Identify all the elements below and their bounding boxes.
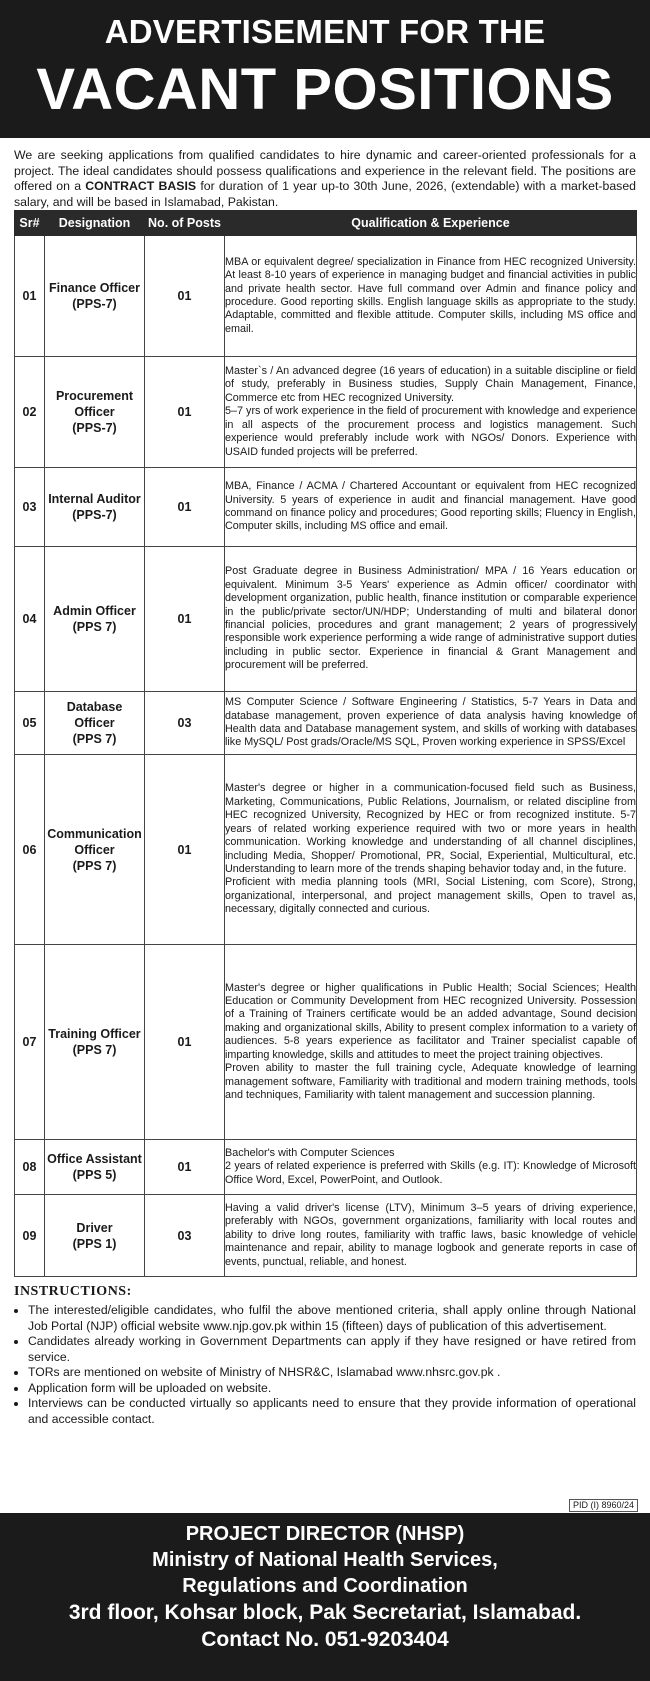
row-serial: 08 — [15, 1140, 45, 1195]
intro-text-before: We are seeking applications from qualified candidates to hire dynamic and career-oriented professionals for a project. The ideal candidates should possess qualifications and experience in the relevant field. The positions are offered on a — [14, 148, 636, 194]
table-row — [15, 1195, 637, 1277]
header-line-1: ADVERTISEMENT FOR THE — [104, 13, 546, 50]
row-qualification — [225, 1195, 637, 1277]
row-qualification — [225, 236, 637, 357]
row-qualification — [225, 357, 637, 468]
footer-address: 3rd floor, Kohsar block, Pak Secretariat, Islamabad. — [68, 1601, 582, 1624]
instruction-item: • Application form will be uploaded on website. — [28, 1381, 636, 1397]
qualification-paragraph: MBA, Finance / ACMA / Chartered Accountant or equivalent from HEC recognized University. 5 years of experience in audit and financial management. Have good command on finance policy and procedures; Good reporting skills; Fluency in English, Computer skills, including MS office and email. — [225, 480, 636, 533]
row-posts: 01 — [145, 755, 225, 945]
row-designation — [45, 945, 145, 1140]
row-serial: 02 — [15, 357, 45, 468]
row-posts: 01 — [145, 236, 225, 357]
row-qualification — [225, 1140, 637, 1195]
footer-contact: Contact No. 051-9203404 — [201, 1628, 449, 1651]
designation-grade: (PPS 1) — [72, 1236, 117, 1251]
footer-banner — [0, 1513, 650, 1681]
qualification-paragraph: 2 years of related experience is preferred with Skills (e.g. IT): Knowledge of Microsoft Office Word, Excel, PowerPoint, and Outlook. — [225, 1160, 636, 1186]
designation-grade: (PPS-7) — [72, 508, 117, 522]
row-designation — [45, 692, 145, 755]
instructions-section — [0, 1277, 650, 1427]
row-designation — [45, 468, 145, 547]
instruction-item: • The interested/eligible candidates, who fulfil the above mentioned criteria, shall apply online through National Job Portal (NJP) official website www.njp.gov.pk within 15 (fifteen) days of publication of this advertisement. — [28, 1303, 636, 1334]
row-qualification — [225, 755, 637, 945]
footer-project-director: PROJECT DIRECTOR (NHSP) — [185, 1523, 465, 1545]
row-designation — [45, 755, 145, 945]
row-posts: 01 — [145, 1140, 225, 1195]
header-qualification: Qualification & Experience — [225, 211, 637, 236]
row-serial: 01 — [15, 236, 45, 357]
row-posts: 03 — [145, 692, 225, 755]
designation-grade: (PPS 7) — [72, 620, 117, 634]
designation-grade: (PPS 7) — [72, 1043, 117, 1057]
row-designation — [45, 1195, 145, 1277]
row-serial: 04 — [15, 547, 45, 692]
instructions-title: INSTRUCTIONS: — [14, 1284, 132, 1299]
positions-table — [14, 210, 637, 1277]
footer-regulations: Regulations and Coordination — [182, 1575, 468, 1597]
table-header-row — [15, 211, 637, 236]
footer-ministry: Ministry of National Health Services, — [152, 1549, 498, 1571]
qualification-paragraph: MS Computer Science / Software Engineering / Statistics, 5-7 Years in Data and database management, proven experience of data analysis having knowledge of Health data and Database management system, and skills of working with databases like MySQL/ Post grads/Oracle/MS SQL, Proven working experience in SPSS/Excel — [225, 696, 636, 749]
designation-grade: (PPS-7) — [72, 421, 117, 435]
qualification-paragraph: Master`s / An advanced degree (16 years of education) in a suitable discipline or field of study, preferably in Business studies, Supply Chain Management, Finance, Commerce etc from HEC recognized University. — [225, 365, 636, 404]
qualification-paragraph: Bachelor's with Computer Sciences — [225, 1146, 395, 1159]
table-row — [15, 945, 637, 1140]
row-posts: 01 — [145, 945, 225, 1140]
table-row — [15, 468, 637, 547]
row-designation — [45, 547, 145, 692]
designation-grade: (PPS 5) — [72, 1168, 117, 1182]
row-qualification — [225, 945, 637, 1140]
qualification-paragraph: 5–7 yrs of work experience in the field of procurement with knowledge and experience in all aspects of the procurement process and logistics management. Such experience would preferably include work with NGOs/ Donors. Experience with USAID funded projects will be preferred. — [225, 405, 636, 458]
designation-title: Office Assistant — [47, 1152, 142, 1166]
designation-grade: (PPS 7) — [72, 858, 117, 873]
pid-number: PID (I) 8960/24 — [569, 1499, 638, 1512]
header-line-2: VACANT POSITIONS — [36, 57, 614, 122]
qualification-paragraph: Master's degree or higher in a communication-focused field such as Business, Marketing, Communications, Public Relations, Journalism, or related discipline from HEC recognized University, Recognized by HEC or from recognized institute. 5-7 years of related working experience required with two or more years in health communication. Working knowledge and understanding of all channel disciplines, including Media, Shopper/ Promotional, PR, Social, Experiential, Multicultural, etc. Understanding to learn more of the trends shaping behavior today and, in the future. — [225, 782, 636, 875]
table-row — [15, 547, 637, 692]
qualification-paragraph: Post Graduate degree in Business Administration/ MPA / 16 Years education or equivalent. Minimum 3-5 Years' experience as Admin officer/ coordinator with development organization, public health, finance institution or comparable experience in the public/private sector/UN/HDP; Understanding of multi and bilateral donor financial policies, procedures and grant management; 2 years of progressively responsible work experience performing a wide range of administrative support duties including in public sector. Experience in financial & Grant Management and procurement will be preferred. — [225, 565, 636, 672]
qualification-paragraph: Proven ability to master the full training cycle, Adequate knowledge of learning management software, Familiarity with traditional and modern training methods, tools and techniques, Familiarity with talent management and succession planning. — [225, 1062, 636, 1101]
instruction-item: • TORs are mentioned on website of Ministry of NHSR&C, Islamabad www.nhsrc.gov.pk . — [28, 1365, 636, 1381]
row-qualification — [225, 468, 637, 547]
instructions-list — [14, 1303, 636, 1427]
designation-title: Procurement Officer — [55, 389, 134, 419]
qualification-paragraph: Having a valid driver's license (LTV), Minimum 3–5 years of driving experience, preferably with NGOs, government organizations, familiarity with local routes and ability to drive long routes, familiarity with traffic laws, basic knowledge of vehicle maintenance and repair, ability to manage logbook and generate reports in case of events, punctual, reliable, and honest. — [225, 1201, 636, 1268]
intro-contract-basis: CONTRACT BASIS — [85, 179, 197, 194]
designation-title: Training Officer — [48, 1027, 141, 1041]
designation-title: Internal Auditor — [48, 492, 141, 506]
intro-paragraph — [0, 138, 650, 210]
designation-grade: (PPS-7) — [72, 297, 117, 311]
table-row — [15, 357, 637, 468]
qualification-paragraph: Master's degree or higher qualifications in Public Health; Social Sciences; Health Education or Community Development from HEC recognized University. Possession of a Training of Trainers certificate would be an added advantage, Sound decision making and organizational skills, Ability to present complex information to a variety of audiences. 5-8 years experience as facilitator and Trainer specialist capable of imparting knowledge, skills and attitudes to meet the project training objectives. — [225, 981, 636, 1061]
row-designation — [45, 357, 145, 468]
row-serial: 09 — [15, 1195, 45, 1277]
row-serial: 06 — [15, 755, 45, 945]
row-designation — [45, 236, 145, 357]
row-serial: 03 — [15, 468, 45, 547]
row-serial: 07 — [15, 945, 45, 1140]
designation-title: Communication Officer — [47, 826, 142, 857]
header-banner — [0, 0, 650, 138]
designation-title: Driver — [76, 1220, 113, 1235]
table-body — [15, 236, 637, 1277]
table-row — [15, 755, 637, 945]
row-posts: 01 — [145, 357, 225, 468]
header-sr: Sr# — [15, 211, 45, 236]
designation-grade: (PPS 7) — [72, 732, 117, 746]
table-row — [15, 236, 637, 357]
row-serial: 05 — [15, 692, 45, 755]
table-row — [15, 1140, 637, 1195]
row-designation — [45, 1140, 145, 1195]
qualification-paragraph: MBA or equivalent degree/ specialization in Finance from HEC recognized University. At least 8-10 years of experience in managing budget and financial activities in public and private health sector. Have full command over Admin and finance policy and procedure. Good reporting skills. English language skills as appropriate to the study. Adaptable, committed and flexible attitude. Computer skills, including MS office and email. — [225, 255, 636, 335]
table-row — [15, 692, 637, 755]
row-posts: 01 — [145, 468, 225, 547]
instruction-item: • Interviews can be conducted virtually so applicants need to ensure that they provide information of operational and accessible contact. — [28, 1396, 636, 1427]
row-qualification — [225, 547, 637, 692]
row-posts: 03 — [145, 1195, 225, 1277]
designation-title: Finance Officer — [49, 281, 140, 295]
qualification-paragraph: Proficient with media planning tools (MRI, Social Listening, com Score), Strong, organizational, interpersonal, and project management skills, Open to travel as, necessary, digitally connected and curious. — [225, 876, 636, 916]
header-posts: No. of Posts — [145, 211, 225, 236]
row-posts: 01 — [145, 547, 225, 692]
designation-title: Admin Officer — [53, 604, 136, 618]
designation-title: Database Officer — [66, 700, 123, 730]
instruction-item: • Candidates already working in Government Departments can apply if they have resigned or have retired from service. — [28, 1334, 636, 1365]
header-designation: Designation — [45, 211, 145, 236]
intro-text-after: for duration of 1 year up-to 30th June, 2026, (extendable) with a market-based salary, and will be based in Islamabad, Pakistan. — [14, 179, 636, 209]
row-qualification — [225, 692, 637, 755]
